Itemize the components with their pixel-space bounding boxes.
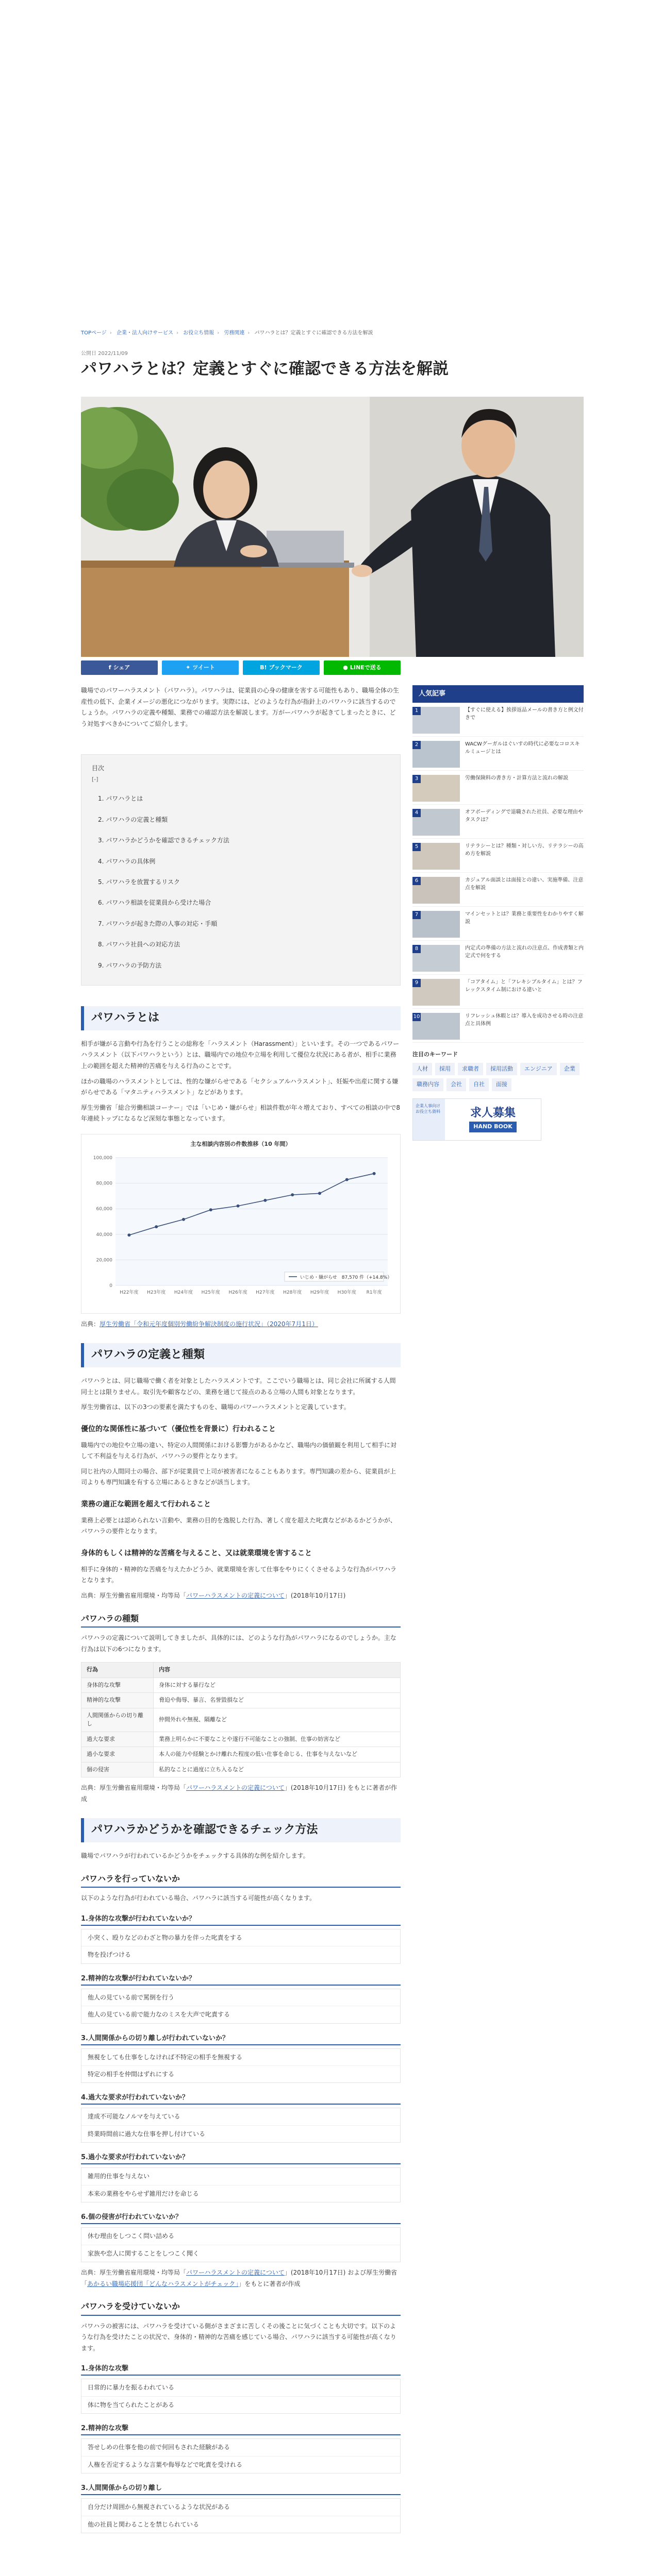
- article-thumbnail: [412, 741, 460, 768]
- ranking-item[interactable]: [412, 839, 584, 873]
- rank-number: 7: [412, 911, 421, 919]
- keyword-tag[interactable]: 人材: [412, 1063, 432, 1076]
- ranking-item[interactable]: [412, 873, 584, 907]
- subsection-heading: 業務の適正な範囲を超えて行われること: [81, 1500, 211, 1509]
- body-paragraph: 業務上必要とは認められない言動や、業務の目的を逸脱した行為、著しく度を超えた叱責などがあるかどうかが、パワハラの要件となります。: [81, 1516, 396, 1535]
- keyword-tag[interactable]: 採用: [435, 1063, 455, 1076]
- check-list: [81, 1929, 401, 1964]
- check-group: [81, 1913, 401, 2262]
- table-row: [81, 1747, 401, 1762]
- keyword-tag[interactable]: 面接: [492, 1078, 511, 1091]
- ranking-item[interactable]: [412, 771, 584, 805]
- source-mid: 」(2018年10月17日) および厚生労働省「: [81, 2269, 398, 2287]
- check-item: 他人の見ている前で能力なのミスを大声で叱責する: [88, 2011, 230, 2019]
- source-suffix: 」をもとに著者が作成: [238, 2280, 301, 2287]
- check-item: 他の社員と関わることを禁じられている: [88, 2520, 200, 2528]
- x-tick-label: H30年度: [337, 1290, 356, 1295]
- facebook-share-label: シェア: [113, 664, 130, 671]
- ranking-item[interactable]: [412, 941, 584, 975]
- table-row: [81, 1693, 401, 1708]
- table-cell: 私的なことに過度に立ち入るなど: [154, 1762, 401, 1777]
- rank-number: 8: [412, 945, 421, 953]
- keyword-tag[interactable]: 職務内容: [412, 1078, 443, 1091]
- check-title: 5.過小な要求が行われていないか？: [81, 2152, 401, 2164]
- line-chart: [87, 1151, 395, 1306]
- bookmark-icon: B!: [260, 664, 267, 671]
- check-title: 1.身体的な攻撃: [81, 2363, 401, 2376]
- line-icon: ●: [343, 664, 348, 671]
- data-point: [209, 1208, 212, 1211]
- keyword-tag[interactable]: 自社: [469, 1078, 489, 1091]
- body-paragraph: 相手が嫌がる言動や行為を行うことの総称を「ハラスメント（Harassment）」といいます。その一つであるパワーハラスメント（以下パワハラという）とは、職場内での地位や立場を利用して優位な状況にある者が、相手に業務上の範囲を超えた精神的苦痛を与える行為のことです。: [81, 1040, 400, 1070]
- body-paragraph: 厚生労働省は、以下の3つの要素を満たすものを、職場のパワーハラスメントと定義しています。: [81, 1403, 350, 1411]
- data-point: [373, 1172, 376, 1175]
- body-paragraph: 以下のような行為が行われている場合、パワハラに該当する可能性が高くなります。: [81, 1894, 316, 1902]
- section-heading: パワハラかどうかを確認できるチェック方法: [81, 1818, 401, 1842]
- check-item: 日常的に暴力を振るわれている: [81, 2379, 400, 2396]
- y-tick-label: 20,000: [96, 1258, 112, 1263]
- source-prefix: 出典：厚生労働省雇用環境・均等局「: [81, 2269, 187, 2276]
- table-cell: 人間関係からの切り離し: [81, 1708, 154, 1732]
- rank-number: 4: [412, 809, 421, 817]
- intro-paragraph: 職場でのパワーハラスメント（パワハラ）。パワハラは、従業員の心身の健康を害する可能性もあり、職場全体の生産性の低下、企業イメージの悪化につながります。実際には、どのような行為が指針上のパワハラに該当するのでしょうか。パワハラの定義や種類、業務での確認方法を解説します。万がーパワハラが起きてしまったときに、どう対処すべきかについてご紹介します。: [81, 687, 400, 727]
- share-bar: [81, 660, 401, 675]
- table-cell: 業務上明らかに不要なことや遂行不可能なことの強制、仕事の妨害など: [154, 1732, 401, 1747]
- check-item: 体に物を当てられたことがある: [88, 2401, 175, 2409]
- check-title: 3.人間関係からの切り離しが行われていないか？: [81, 2033, 401, 2045]
- keyword-tag[interactable]: 採用活動: [486, 1063, 517, 1076]
- body-paragraph: 相手に身体的・精神的な苦痛を与えたかどうか、就業環境を害して仕事をやりにくくさせるような行為がパワハラとなります。: [81, 1565, 397, 1584]
- table-row: [81, 1677, 401, 1693]
- plot-area: [115, 1158, 388, 1285]
- source-suffix: 」(2018年10月17日): [284, 1592, 346, 1600]
- check-list: [81, 2227, 401, 2262]
- keyword-tag[interactable]: 会社: [446, 1078, 466, 1091]
- rank-number: 5: [412, 843, 421, 851]
- body-paragraph: 厚生労働省「総合労働相談コーナー」では「いじめ・嫌がらせ」相談件数が年々増えており、すべての相談の中で8年連続トップになるなど深刻な事態となっています。: [81, 1104, 401, 1123]
- check-item: 人権を否定するような言葉や侮辱などで叱責を受けれる: [88, 2461, 243, 2468]
- y-tick-label: 0: [109, 1283, 112, 1289]
- body-paragraph: 職場でパワハラが行われているかどうかをチェックする具体的な例を紹介します。: [81, 1852, 309, 1860]
- x-tick-label: H26年度: [228, 1290, 247, 1295]
- table-of-contents: [81, 754, 401, 986]
- rank-number: 6: [412, 877, 421, 885]
- ranking-title: 労働保険料の書き方・計算方法と流れの解説: [465, 775, 568, 782]
- source-prefix: 出典：厚生労働省雇用環境・均等局「: [81, 1592, 187, 1600]
- x-tick-label: H25年度: [201, 1290, 220, 1295]
- publish-date: 公開日 2022/11/09: [81, 351, 128, 357]
- ranking-item[interactable]: [412, 975, 584, 1009]
- check-list: [81, 2048, 401, 2083]
- sidebar: [412, 685, 584, 1141]
- keyword-tags: [412, 1063, 584, 1091]
- consultation-chart: [81, 1134, 401, 1314]
- check-item: 達成不可能なノルマを与えている: [81, 2108, 400, 2125]
- table-cell: 仲間外れや無視、隔離など: [154, 1708, 401, 1732]
- y-tick-label: 100,000: [93, 1155, 112, 1161]
- section-heading: パワハラとは: [81, 1006, 401, 1030]
- table-row: [81, 1762, 401, 1777]
- check-list: [81, 2167, 401, 2202]
- source-note: [81, 1590, 401, 1602]
- subsection-heading: パワハラを受けていないか: [81, 2301, 401, 2315]
- breadcrumb-item-service[interactable]: 企業・法人向けサービス: [117, 330, 173, 336]
- article-thumbnail: [412, 707, 460, 734]
- source-link[interactable]: あかるい職場応援団「どんなハラスメントがチェック」: [87, 2280, 239, 2287]
- check-item: 終業時間前に過大な仕事を押し付けている: [88, 2130, 206, 2138]
- breadcrumb-item-current: パワハラとは？定義とすぐに確認できる方法を解説: [254, 330, 373, 336]
- twitter-share-button[interactable]: [162, 660, 239, 675]
- check-item: 雑用的仕事を与えない: [81, 2168, 400, 2185]
- body-paragraph: 同じ社内の人間同士の場合、部下が従業員で上司が被害者になることもあります。専門知識の差から、従業員が上司よりも専門知識を有する立場にあるときなどが該当します。: [81, 1467, 396, 1486]
- check-item: 無視をしても仕事をしなければ不特定の相手を無視する: [81, 2049, 400, 2066]
- legend-label: いじめ・嫌がらせ 87,570 件（+14.8%）: [300, 1275, 392, 1280]
- table-header: 行為: [81, 1663, 154, 1678]
- toc-item[interactable]: 6. パワハラ相談を従業員から受けた場合: [98, 899, 211, 907]
- article-thumbnail: [412, 911, 460, 938]
- line-share-button[interactable]: [324, 660, 401, 675]
- twitter-icon: ✦: [186, 664, 191, 671]
- banner-subtitle: HAND BOOK: [469, 1122, 517, 1132]
- banner-title: 求人募集: [470, 1106, 516, 1120]
- x-tick-label: H27年度: [256, 1290, 275, 1295]
- twitter-share-label: ツイート: [192, 664, 215, 671]
- data-point: [155, 1225, 158, 1228]
- breadcrumb-item-top[interactable]: TOPページ: [81, 330, 107, 336]
- check-list: [81, 2108, 401, 2143]
- toc-item[interactable]: 3. パワハラかどうかを確認できるチェック方法: [98, 837, 229, 844]
- check-title: 1.身体的な攻撃が行われていないか？: [81, 1913, 401, 1926]
- check-list: [81, 2379, 401, 2414]
- rank-number: 3: [412, 775, 421, 783]
- check-item: 特定の相手を仲間はずれにする: [88, 2070, 175, 2078]
- banner-caption: 企業人事向けお役立ち資料: [413, 1099, 445, 1140]
- handbook-banner[interactable]: [412, 1098, 541, 1141]
- toc-item[interactable]: 1. パワハラとは: [98, 795, 143, 803]
- check-list: [81, 2498, 401, 2533]
- toc-item[interactable]: 2. パワハラの定義と種類: [98, 816, 168, 823]
- y-tick-label: 40,000: [96, 1232, 112, 1238]
- source-link[interactable]: パワーハラスメントの定義について: [186, 1784, 285, 1792]
- article-body: [81, 685, 401, 2538]
- source-link[interactable]: パワーハラスメントの定義について: [186, 2269, 285, 2276]
- ranking-title: WACWグーガルはぐいすの時代に必要なコロスキルミュージとは: [465, 741, 580, 755]
- check-title: 2.精神的な攻撃が行われていないか？: [81, 1973, 401, 1986]
- table-cell: 過大な要求: [81, 1732, 154, 1747]
- breadcrumb: TOPページ › 企業・法人向けサービス › お役立ち情報 › 労務関連 › パワハラとは？定義とすぐに確認できる方法を解説: [81, 330, 373, 336]
- ranking-title: 【すぐに使える】挨拶返品メールの書き方と例文付きで: [465, 707, 584, 721]
- chart-title: 主な相談内容別の件数推移（10 年間）: [190, 1140, 291, 1147]
- subsection-heading: パワハラを行っていないか: [81, 1873, 401, 1888]
- y-tick-label: 60,000: [96, 1206, 112, 1212]
- subsection-heading: 身体的もしくは精神的な苦痛を与えること、又は就業環境を害すること: [81, 1549, 312, 1558]
- article-thumbnail: [412, 809, 460, 836]
- x-tick-label: H24年度: [174, 1290, 193, 1295]
- x-tick-label: H29年度: [310, 1290, 329, 1295]
- toc-item[interactable]: 9. パワハラの予防方法: [98, 961, 162, 969]
- check-item: 小突く、殴りなどのわざと物の暴力を伴った叱責をする: [81, 1929, 400, 1946]
- x-tick-label: H22年度: [120, 1290, 139, 1295]
- toc-item[interactable]: 8. パワハラ社員への対応方法: [98, 941, 180, 948]
- table-row: [81, 1708, 401, 1732]
- source-suffix: 」(2018年10月17日) をもとに著者が作成: [81, 1784, 398, 1803]
- ranking-item[interactable]: [412, 737, 584, 771]
- check-title: 3.人間関係からの切り離し: [81, 2483, 401, 2495]
- hero-illustration: [81, 397, 584, 657]
- body-paragraph: ほかの職場のハラスメントとしては、性的な嫌がらせである「セクシュアルハラスメント」、妊娠や出産に関する嫌がらせである「マタニティハラスメント」などがあります。: [81, 1077, 399, 1096]
- subsection-heading: パワハラの種類: [81, 1613, 401, 1628]
- article-thumbnail: [412, 843, 460, 870]
- table-cell: 本人の能力や経験とかけ離れた程度の低い仕事を命じる、仕事を与えないなど: [154, 1747, 401, 1762]
- breadcrumb-item-info[interactable]: お役立ち情報: [183, 330, 214, 336]
- table-cell: 精神的な攻撃: [81, 1693, 154, 1708]
- hatena-bookmark-label: ブックマーク: [269, 664, 303, 671]
- ranking-item[interactable]: [412, 703, 584, 737]
- check-item: 自分だけ周囲から無視されているような状況がある: [81, 2499, 400, 2516]
- table-cell: 脅迫や侮辱、暴言、名誉毀損など: [154, 1693, 401, 1708]
- data-point: [318, 1192, 321, 1195]
- keyword-tag[interactable]: 企業: [560, 1063, 580, 1076]
- rank-number: 9: [412, 979, 421, 987]
- check-item: 休む理由をしつこく問い詰める: [81, 2228, 400, 2245]
- data-point: [263, 1199, 267, 1202]
- check-list: [81, 2438, 401, 2473]
- source-link[interactable]: パワーハラスメントの定義について: [186, 1592, 285, 1600]
- section-heading: パワハラの定義と種類: [81, 1343, 401, 1367]
- check-item: 他人の見ている前で罵倒を行う: [81, 1989, 400, 2006]
- rank-number: 1: [412, 707, 421, 715]
- banner-body: [445, 1099, 541, 1140]
- table-header: 内容: [154, 1663, 401, 1678]
- check-title: 2.精神的な攻撃: [81, 2423, 401, 2435]
- rank-number: 2: [412, 741, 421, 749]
- hero-image: [81, 397, 584, 657]
- source-prefix: 出典：厚生労働省雇用環境・均等局「: [81, 1784, 187, 1792]
- check-title: 6.個の侵害が行われていないか？: [81, 2212, 401, 2224]
- body-paragraph: パワハラとは、同じ職場で働く者を対象としたハラスメントです。ここでいう職場とは、同じ会社に所属する人間同士とは限りません。取引先や顧客などの、業務を通じて接点のある立場の人間も対象となります。: [81, 1377, 396, 1396]
- facebook-share-button[interactable]: [81, 660, 158, 675]
- table-cell: 身体的な攻撃: [81, 1677, 154, 1693]
- data-point: [345, 1178, 349, 1181]
- line-share-label: LINEで送る: [350, 664, 382, 671]
- ranking-title: マインセットとは？業務と重要性をわかりやすく解説: [465, 911, 584, 925]
- harassment-types-table: [81, 1662, 401, 1777]
- breadcrumb-item-labor[interactable]: 労務関連: [224, 330, 245, 336]
- table-cell: 過小な要求: [81, 1747, 154, 1762]
- rank-number: 10: [412, 1013, 421, 1021]
- article-thumbnail: [412, 1013, 460, 1040]
- check-item: 本来の業務をやらせず雑用だけを命じる: [88, 2190, 199, 2197]
- ranking-title: リテラシーとは？種類・対しい方、リテラシーの高め方を解説: [465, 843, 584, 857]
- article-thumbnail: [412, 775, 460, 802]
- x-tick-label: H28年度: [283, 1290, 302, 1295]
- page-title: パワハラとは？定義とすぐに確認できる方法を解説: [81, 360, 449, 378]
- toc-toggle[interactable]: [-]: [92, 775, 98, 783]
- ranking-item[interactable]: [412, 1009, 584, 1043]
- table-cell: 個の侵害: [81, 1762, 154, 1777]
- x-tick-label: H23年度: [147, 1290, 166, 1295]
- body-paragraph: パワハラの定義について説明してきましたが、具体的には、どのような行為がパワハラになるのでしょうか。主な行為は以下の6つになります。: [81, 1634, 396, 1653]
- ranking-title: リフレッシュ休暇とは？導入を成功させる時の注意点と具体例: [465, 1013, 584, 1027]
- keyword-tag[interactable]: エンジニア: [520, 1063, 557, 1076]
- ranking-title: 内定式の準備の方法と流れの注意点、作成書類と内定式で何をする: [465, 945, 584, 959]
- toc-title: 目次: [92, 765, 105, 772]
- check-title: 4.過大な要求が行われていないか？: [81, 2092, 401, 2105]
- source-note: [81, 1783, 401, 1805]
- facebook-icon: f: [108, 664, 111, 671]
- source-prefix: 出典：: [81, 1320, 100, 1328]
- source-note: [81, 1319, 401, 1330]
- ranking-item[interactable]: [412, 907, 584, 941]
- article-thumbnail: [412, 979, 460, 1006]
- body-paragraph: パワハラの被害には、パワハラを受けている側がさまざまに苦しくその後ことに気づくことも大切です。以下のような行為を受けたことの状況で、身体的・精神的な苦痛を感じている場合、パワハラに該当する可能性が高くなります。: [81, 2322, 396, 2352]
- hatena-bookmark-button[interactable]: [243, 660, 320, 675]
- body-paragraph: 職場内での地位や立場の違い、特定の人間関係における影響力があるかなど、職場内の価値観を利用して相手に対して不利益を与える行為が、パワハラの要件となります。: [81, 1441, 397, 1460]
- subsection-heading: 優位的な関係性に基づいて（優位性を背景に）行われること: [81, 1425, 276, 1433]
- data-point: [127, 1233, 130, 1236]
- table-cell: 身体に対する暴行など: [154, 1677, 401, 1693]
- ranking-title: 「コアタイム」と「フレキシブルタイム」とは？フレックスタイム制における違いと: [465, 979, 583, 993]
- toc-item[interactable]: 5. パワハラを放置するリスク: [98, 878, 180, 886]
- data-point: [182, 1217, 185, 1221]
- toc-item[interactable]: 7. パワハラが起きた際の人事の対応・手順: [98, 920, 218, 927]
- toc-item[interactable]: 4. パワハラの具体例: [98, 857, 156, 865]
- data-point: [237, 1204, 240, 1207]
- keywords-heading: 注目のキーワード: [412, 1051, 458, 1058]
- keyword-tag[interactable]: 求職者: [458, 1063, 483, 1076]
- source-note: [81, 2267, 401, 2290]
- popular-articles-heading: 人気記事: [412, 685, 584, 703]
- table-row: [81, 1732, 401, 1747]
- check-item: 物を投げつける: [88, 1951, 131, 1959]
- y-tick-label: 80,000: [96, 1181, 112, 1187]
- ranking-title: カジュアル面談とは面接との違い、実施準備、注意点を解説: [465, 877, 584, 891]
- check-item: 答せしめの仕事を他の前で何回もされた経験がある: [81, 2439, 400, 2456]
- data-point: [291, 1193, 294, 1196]
- x-tick-label: R1年度: [366, 1290, 382, 1295]
- article-thumbnail: [412, 877, 460, 904]
- check-item: 家族や恋人に関することをしつこく聞く: [88, 2249, 200, 2257]
- ranking-title: オフボーディングで退職された社員、必要な理由やタスクは？: [465, 809, 583, 823]
- source-link[interactable]: 厚生労働省「令和元年度個別労働紛争解決制度の施行状況」（2020年7月1日）: [100, 1320, 318, 1328]
- ranking-item[interactable]: [412, 805, 584, 839]
- article-thumbnail: [412, 945, 460, 972]
- check-list: [81, 1989, 401, 2024]
